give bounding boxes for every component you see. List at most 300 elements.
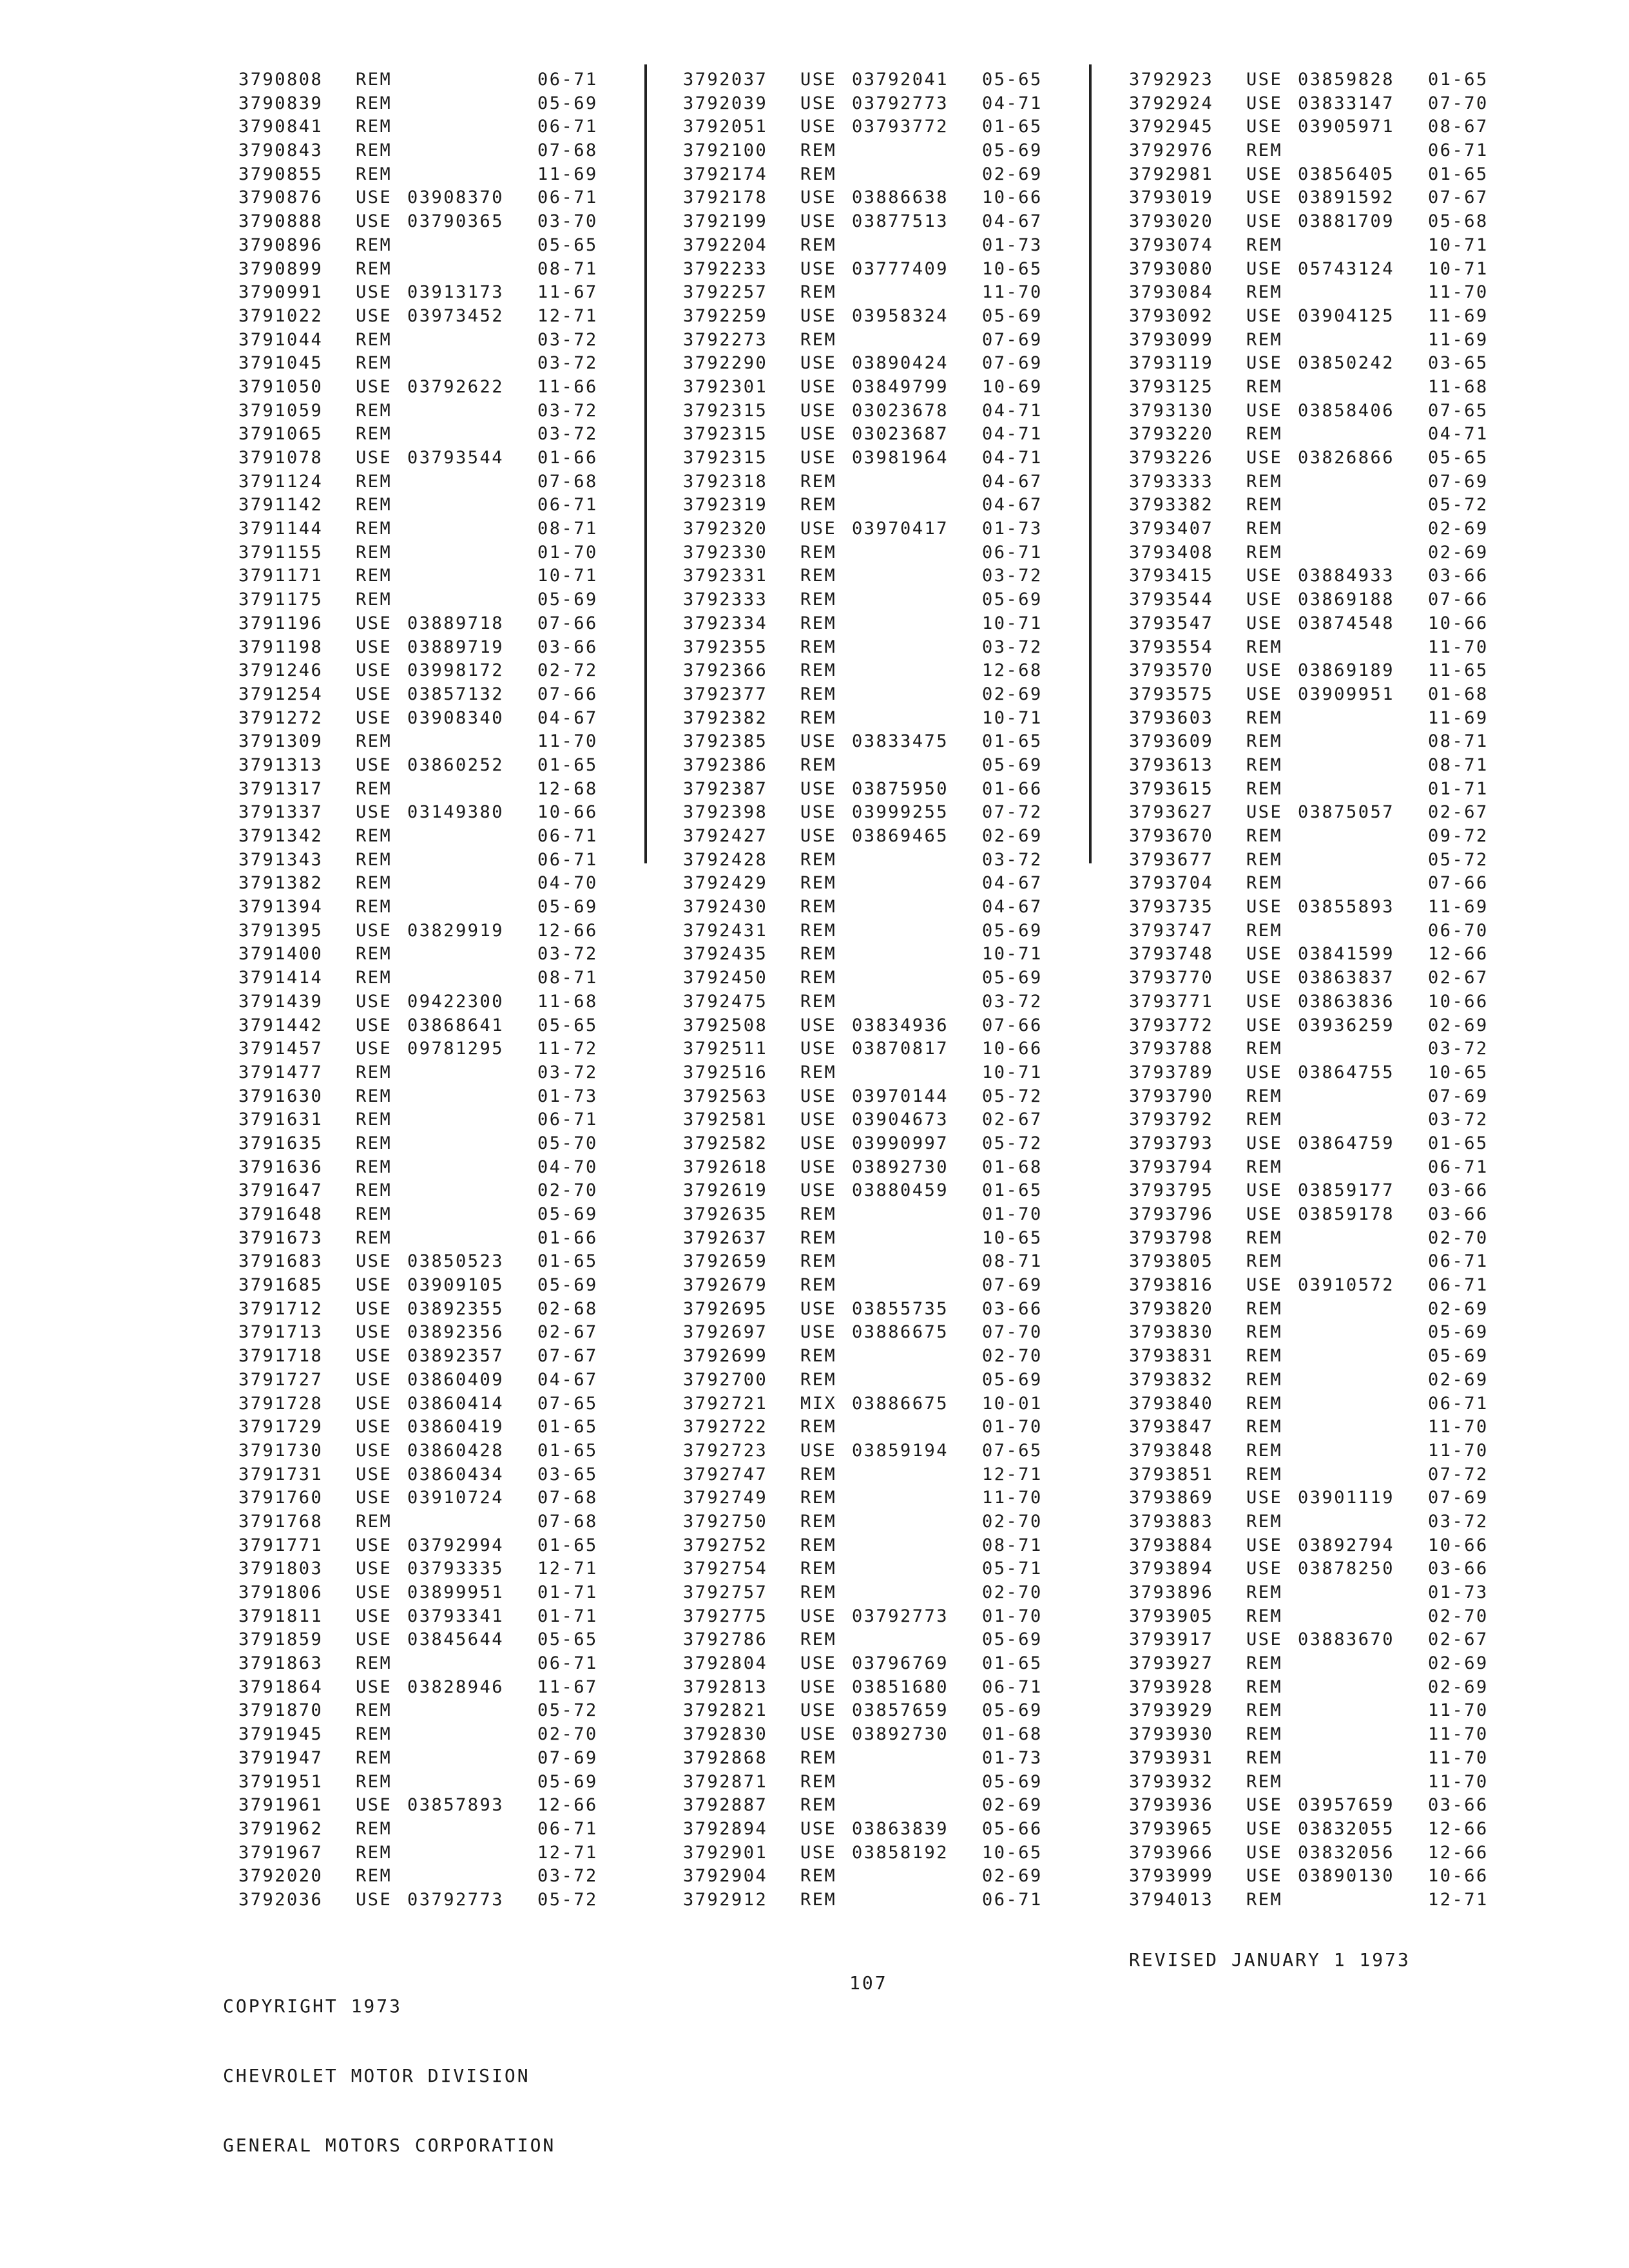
status-code: REM <box>1246 1039 1283 1059</box>
effective-date: 03-66 <box>1428 1559 1489 1579</box>
effective-date: 08-71 <box>1428 731 1489 752</box>
status-code: REM <box>356 1157 392 1177</box>
effective-date: 07-69 <box>1428 1488 1489 1508</box>
part-number: 3793932 <box>1129 1771 1214 1792</box>
part-number: 3792700 <box>683 1369 768 1390</box>
replacement-number: 03792773 <box>407 1889 505 1910</box>
part-number: 3791962 <box>238 1818 323 1839</box>
status-code: REM <box>356 1771 392 1792</box>
replacement-number: 03998172 <box>407 660 505 681</box>
status-code: USE <box>1246 1818 1283 1839</box>
part-number: 3791685 <box>238 1275 323 1296</box>
effective-date: 05-69 <box>982 140 1043 161</box>
status-code: REM <box>356 495 392 515</box>
effective-date: 12-66 <box>537 920 598 941</box>
part-number: 3791045 <box>238 353 323 374</box>
effective-date: 07-67 <box>537 1346 598 1367</box>
effective-date: 12-66 <box>537 1795 598 1816</box>
status-code: REM <box>1246 235 1283 255</box>
part-number: 3791142 <box>238 495 323 515</box>
part-number: 3793917 <box>1129 1629 1214 1650</box>
part-number: 3792581 <box>683 1110 768 1130</box>
status-code: USE <box>356 684 392 704</box>
status-code: REM <box>800 1227 837 1248</box>
status-code: USE <box>1246 448 1283 468</box>
status-code: USE <box>356 1417 392 1437</box>
effective-date: 01-73 <box>537 1086 598 1106</box>
replacement-number: 03023687 <box>852 424 949 445</box>
replacement-number: 03859828 <box>1298 70 1395 90</box>
effective-date: 04-67 <box>982 471 1043 492</box>
part-number: 3791175 <box>238 590 323 610</box>
effective-date: 11-67 <box>537 1677 598 1697</box>
part-number: 3790841 <box>238 117 323 137</box>
status-code: REM <box>356 1227 392 1248</box>
effective-date: 07-66 <box>1428 590 1489 610</box>
status-code: REM <box>800 1866 837 1887</box>
effective-date: 07-67 <box>1428 187 1489 208</box>
replacement-number: 03875057 <box>1298 802 1395 823</box>
part-number: 3791713 <box>238 1322 323 1343</box>
status-code: USE <box>1246 660 1283 681</box>
part-number: 3793830 <box>1129 1322 1214 1343</box>
division-line: CHEVROLET MOTOR DIVISION <box>223 2065 530 2086</box>
part-number: 3793848 <box>1129 1440 1214 1461</box>
effective-date: 11-69 <box>1428 305 1489 326</box>
part-number: 3790808 <box>238 70 323 90</box>
replacement-number: 03864755 <box>1298 1062 1395 1082</box>
effective-date: 10-69 <box>982 376 1043 397</box>
replacement-number: 03856405 <box>1298 164 1395 184</box>
effective-date: 10-66 <box>537 802 598 823</box>
status-code: REM <box>356 117 392 137</box>
replacement-number: 03889719 <box>407 637 505 657</box>
status-code: USE <box>800 70 837 90</box>
part-number: 3792431 <box>683 920 768 941</box>
replacement-number: 03850242 <box>1298 353 1395 374</box>
replacement-number: 03860409 <box>407 1369 505 1390</box>
status-code: USE <box>800 376 837 397</box>
status-code: USE <box>1246 1204 1283 1224</box>
part-number: 3791246 <box>238 660 323 681</box>
effective-date: 04-70 <box>537 873 598 894</box>
part-number: 3791647 <box>238 1180 323 1201</box>
part-number: 3793615 <box>1129 778 1214 799</box>
part-number: 3792290 <box>683 353 768 374</box>
status-code: USE <box>1246 1629 1283 1650</box>
replacement-number: 03910572 <box>1298 1275 1395 1296</box>
effective-date: 11-69 <box>1428 707 1489 728</box>
effective-date: 03-72 <box>537 424 598 445</box>
effective-date: 10-66 <box>1428 1535 1489 1555</box>
status-code: USE <box>356 211 392 232</box>
replacement-number: 03860434 <box>407 1464 505 1485</box>
part-number: 3793792 <box>1129 1110 1214 1130</box>
part-number: 3792233 <box>683 258 768 279</box>
status-code: REM <box>800 235 837 255</box>
replacement-number: 03875950 <box>852 778 949 799</box>
replacement-number: 03859177 <box>1298 1180 1395 1201</box>
part-number: 3792901 <box>683 1842 768 1863</box>
status-code: REM <box>800 1417 837 1437</box>
effective-date: 06-71 <box>537 1818 598 1839</box>
status-code: REM <box>356 1842 392 1863</box>
part-number: 3793570 <box>1129 660 1214 681</box>
effective-date: 02-69 <box>982 684 1043 704</box>
status-code: USE <box>356 282 392 303</box>
part-number: 3791730 <box>238 1440 323 1461</box>
effective-date: 11-70 <box>1428 1724 1489 1745</box>
part-number: 3792699 <box>683 1346 768 1367</box>
effective-date: 11-70 <box>1428 282 1489 303</box>
part-number: 3791144 <box>238 519 323 539</box>
effective-date: 02-69 <box>982 1866 1043 1887</box>
status-code: REM <box>1246 1700 1283 1721</box>
effective-date: 07-69 <box>1428 471 1489 492</box>
effective-date: 05-69 <box>1428 1322 1489 1343</box>
status-code: REM <box>800 140 837 161</box>
effective-date: 10-71 <box>1428 235 1489 255</box>
effective-date: 01-73 <box>982 235 1043 255</box>
status-code: USE <box>800 353 837 374</box>
status-code: REM <box>356 944 392 965</box>
replacement-number: 03936259 <box>1298 1015 1395 1035</box>
effective-date: 02-70 <box>537 1180 598 1201</box>
effective-date: 10-66 <box>1428 613 1489 633</box>
part-number: 3793999 <box>1129 1866 1214 1887</box>
status-code: REM <box>800 1747 837 1768</box>
part-number: 3793793 <box>1129 1133 1214 1153</box>
status-code: USE <box>800 1606 837 1626</box>
status-code: REM <box>800 849 837 870</box>
replacement-number: 03023678 <box>852 400 949 421</box>
replacement-number: 03874548 <box>1298 613 1395 633</box>
status-code: REM <box>1246 542 1283 562</box>
replacement-number: 03913173 <box>407 282 505 303</box>
part-number: 3793795 <box>1129 1180 1214 1201</box>
status-code: USE <box>1246 211 1283 232</box>
status-code: REM <box>1246 1346 1283 1367</box>
part-number: 3792036 <box>238 1889 323 1910</box>
part-number: 3793851 <box>1129 1464 1214 1485</box>
part-number: 3793965 <box>1129 1818 1214 1839</box>
status-code: USE <box>1246 1062 1283 1082</box>
effective-date: 07-68 <box>537 1488 598 1508</box>
status-code: REM <box>1246 1322 1283 1343</box>
status-code: USE <box>800 1322 837 1343</box>
effective-date: 07-72 <box>982 802 1043 823</box>
replacement-number: 03869188 <box>1298 590 1395 610</box>
effective-date: 07-66 <box>537 613 598 633</box>
effective-date: 03-72 <box>982 566 1043 586</box>
status-code: REM <box>1246 1511 1283 1532</box>
effective-date: 01-65 <box>537 1440 598 1461</box>
effective-date: 11-66 <box>537 376 598 397</box>
effective-date: 11-68 <box>1428 376 1489 397</box>
effective-date: 01-68 <box>982 1724 1043 1745</box>
status-code: REM <box>800 613 837 633</box>
replacement-number: 03880459 <box>852 1180 949 1201</box>
effective-date: 11-70 <box>1428 1440 1489 1461</box>
part-number: 3791859 <box>238 1629 323 1650</box>
replacement-number: 03892356 <box>407 1322 505 1343</box>
status-code: REM <box>1246 920 1283 941</box>
effective-date: 01-65 <box>982 1180 1043 1201</box>
part-number: 3792511 <box>683 1039 768 1059</box>
effective-date: 07-70 <box>1428 93 1489 113</box>
status-code: REM <box>356 353 392 374</box>
effective-date: 03-66 <box>1428 1204 1489 1224</box>
effective-date: 03-66 <box>1428 566 1489 586</box>
part-number: 3793220 <box>1129 424 1214 445</box>
effective-date: 04-67 <box>537 1369 598 1390</box>
status-code: REM <box>356 329 392 350</box>
effective-date: 05-72 <box>1428 495 1489 515</box>
effective-date: 04-71 <box>982 448 1043 468</box>
effective-date: 10-71 <box>982 707 1043 728</box>
status-code: REM <box>356 731 392 752</box>
status-code: USE <box>800 117 837 137</box>
status-code: USE <box>356 754 392 775</box>
effective-date: 01-70 <box>982 1204 1043 1224</box>
part-number: 3793928 <box>1129 1677 1214 1697</box>
effective-date: 01-65 <box>537 1417 598 1437</box>
part-number: 3791309 <box>238 731 323 752</box>
status-code: USE <box>1246 93 1283 113</box>
part-number: 3793905 <box>1129 1606 1214 1626</box>
effective-date: 07-68 <box>537 1511 598 1532</box>
part-number: 3791718 <box>238 1346 323 1367</box>
status-code: REM <box>800 1488 837 1508</box>
status-code: USE <box>356 1039 392 1059</box>
part-number: 3792435 <box>683 944 768 965</box>
replacement-number: 03829919 <box>407 920 505 941</box>
effective-date: 10-71 <box>982 613 1043 633</box>
status-code: REM <box>356 1133 392 1153</box>
status-code: USE <box>356 1559 392 1579</box>
replacement-number: 03149380 <box>407 802 505 823</box>
effective-date: 05-69 <box>982 1629 1043 1650</box>
status-code: USE <box>1246 944 1283 965</box>
part-number: 3792976 <box>1129 140 1214 161</box>
column-divider-2 <box>1089 64 1092 863</box>
status-code: USE <box>800 424 837 445</box>
page-number: 107 <box>849 1972 888 1994</box>
part-number: 3792619 <box>683 1180 768 1201</box>
part-number: 3791442 <box>238 1015 323 1035</box>
status-code: USE <box>1246 613 1283 633</box>
effective-date: 03-72 <box>537 400 598 421</box>
replacement-number: 03970144 <box>852 1086 949 1106</box>
effective-date: 06-71 <box>982 1677 1043 1697</box>
status-code: REM <box>356 778 392 799</box>
effective-date: 01-65 <box>1428 1133 1489 1153</box>
replacement-number: 03850523 <box>407 1251 505 1272</box>
status-code: USE <box>800 826 837 846</box>
part-number: 3793894 <box>1129 1559 1214 1579</box>
part-number: 3792637 <box>683 1227 768 1248</box>
part-number: 3793544 <box>1129 590 1214 610</box>
status-code: USE <box>800 1039 837 1059</box>
effective-date: 05-65 <box>537 1629 598 1650</box>
effective-date: 05-69 <box>982 920 1043 941</box>
effective-date: 05-69 <box>1428 1346 1489 1367</box>
effective-date: 01-71 <box>1428 778 1489 799</box>
effective-date: 10-65 <box>1428 1062 1489 1082</box>
replacement-number: 03981964 <box>852 448 949 468</box>
part-number: 3792868 <box>683 1747 768 1768</box>
part-number: 3792430 <box>683 897 768 918</box>
effective-date: 11-67 <box>537 282 598 303</box>
part-number: 3791414 <box>238 968 323 988</box>
status-code: REM <box>1246 1582 1283 1602</box>
effective-date: 01-68 <box>1428 684 1489 704</box>
status-code: USE <box>1246 258 1283 279</box>
effective-date: 05-71 <box>982 1559 1043 1579</box>
part-number: 3790876 <box>238 187 323 208</box>
replacement-number: 03990997 <box>852 1133 949 1153</box>
status-code: REM <box>1246 495 1283 515</box>
replacement-number: 03860428 <box>407 1440 505 1461</box>
effective-date: 05-66 <box>982 1818 1043 1839</box>
status-code: USE <box>1246 590 1283 610</box>
status-code: REM <box>1246 1653 1283 1674</box>
replacement-number: 03845644 <box>407 1629 505 1650</box>
status-code: REM <box>356 1204 392 1224</box>
effective-date: 10-71 <box>982 1062 1043 1082</box>
status-code: USE <box>800 731 837 752</box>
status-code: REM <box>356 1180 392 1201</box>
effective-date: 02-69 <box>1428 542 1489 562</box>
status-code: REM <box>1246 1157 1283 1177</box>
part-number: 3793883 <box>1129 1511 1214 1532</box>
part-number: 3792786 <box>683 1629 768 1650</box>
status-code: USE <box>800 187 837 208</box>
replacement-number: 03908340 <box>407 707 505 728</box>
part-number: 3793927 <box>1129 1653 1214 1674</box>
status-code: USE <box>800 1298 837 1319</box>
part-number: 3791727 <box>238 1369 323 1390</box>
part-number: 3793840 <box>1129 1393 1214 1414</box>
status-code: USE <box>356 448 392 468</box>
copyright-block <box>223 1948 555 2180</box>
effective-date: 04-71 <box>982 400 1043 421</box>
replacement-number: 09781295 <box>407 1039 505 1059</box>
effective-date: 02-67 <box>982 1110 1043 1130</box>
part-number: 3793130 <box>1129 400 1214 421</box>
part-number: 3791317 <box>238 778 323 799</box>
effective-date: 08-71 <box>1428 754 1489 775</box>
part-number: 3792635 <box>683 1204 768 1224</box>
replacement-number: 03881709 <box>1298 211 1395 232</box>
replacement-number: 03860414 <box>407 1393 505 1414</box>
replacement-number: 03792773 <box>852 93 949 113</box>
effective-date: 05-65 <box>537 1015 598 1035</box>
part-number: 3793382 <box>1129 495 1214 515</box>
part-number: 3792387 <box>683 778 768 799</box>
effective-date: 10-66 <box>1428 991 1489 1012</box>
part-number: 3792051 <box>683 117 768 137</box>
part-number: 3791439 <box>238 991 323 1012</box>
part-number: 3792039 <box>683 93 768 113</box>
effective-date: 10-66 <box>982 187 1043 208</box>
status-code: REM <box>800 164 837 184</box>
effective-date: 09-72 <box>1428 826 1489 846</box>
effective-date: 03-72 <box>537 944 598 965</box>
status-code: USE <box>800 211 837 232</box>
effective-date: 10-65 <box>982 1842 1043 1863</box>
part-number: 3790896 <box>238 235 323 255</box>
part-number: 3790843 <box>238 140 323 161</box>
effective-date: 11-70 <box>1428 1417 1489 1437</box>
status-code: REM <box>1246 1298 1283 1319</box>
status-code: USE <box>356 187 392 208</box>
replacement-number: 03886675 <box>852 1393 949 1414</box>
effective-date: 01-68 <box>982 1157 1043 1177</box>
effective-date: 03-72 <box>1428 1110 1489 1130</box>
replacement-number: 03792041 <box>852 70 949 90</box>
effective-date: 04-67 <box>982 495 1043 515</box>
replacement-number: 03857132 <box>407 684 505 704</box>
part-number: 3791712 <box>238 1298 323 1319</box>
replacement-number: 03878250 <box>1298 1559 1395 1579</box>
status-code: USE <box>356 1889 392 1910</box>
replacement-number: 03855893 <box>1298 897 1395 918</box>
part-number: 3793805 <box>1129 1251 1214 1272</box>
replacement-number: 03833147 <box>1298 93 1395 113</box>
effective-date: 10-66 <box>1428 1866 1489 1887</box>
effective-date: 04-71 <box>1428 424 1489 445</box>
effective-date: 04-67 <box>982 211 1043 232</box>
effective-date: 01-70 <box>537 542 598 562</box>
effective-date: 04-71 <box>982 93 1043 113</box>
part-number: 3792273 <box>683 329 768 350</box>
status-code: USE <box>800 1015 837 1035</box>
part-number: 3792659 <box>683 1251 768 1272</box>
replacement-number: 03886675 <box>852 1322 949 1343</box>
status-code: REM <box>356 873 392 894</box>
status-code: REM <box>356 70 392 90</box>
status-code: USE <box>356 1582 392 1602</box>
status-code: REM <box>1246 826 1283 846</box>
status-code: REM <box>356 566 392 586</box>
status-code: USE <box>356 1464 392 1485</box>
status-code: USE <box>356 1346 392 1367</box>
replacement-number: 03793341 <box>407 1606 505 1626</box>
effective-date: 06-71 <box>982 542 1043 562</box>
part-number: 3792695 <box>683 1298 768 1319</box>
replacement-number: 03909105 <box>407 1275 505 1296</box>
status-code: MIX <box>800 1393 837 1414</box>
effective-date: 01-65 <box>982 731 1043 752</box>
part-number: 3793125 <box>1129 376 1214 397</box>
part-number: 3791059 <box>238 400 323 421</box>
part-number: 3791254 <box>238 684 323 704</box>
effective-date: 05-69 <box>982 305 1043 326</box>
part-number: 3791863 <box>238 1653 323 1674</box>
replacement-number: 03860252 <box>407 754 505 775</box>
effective-date: 03-70 <box>537 211 598 232</box>
effective-date: 05-69 <box>537 1275 598 1296</box>
part-number: 3793929 <box>1129 1700 1214 1721</box>
effective-date: 06-71 <box>537 1110 598 1130</box>
effective-date: 02-69 <box>1428 519 1489 539</box>
status-code: REM <box>800 1889 837 1910</box>
effective-date: 01-65 <box>537 1535 598 1555</box>
status-code: USE <box>356 1795 392 1816</box>
status-code: REM <box>1246 849 1283 870</box>
status-code: USE <box>1246 1133 1283 1153</box>
